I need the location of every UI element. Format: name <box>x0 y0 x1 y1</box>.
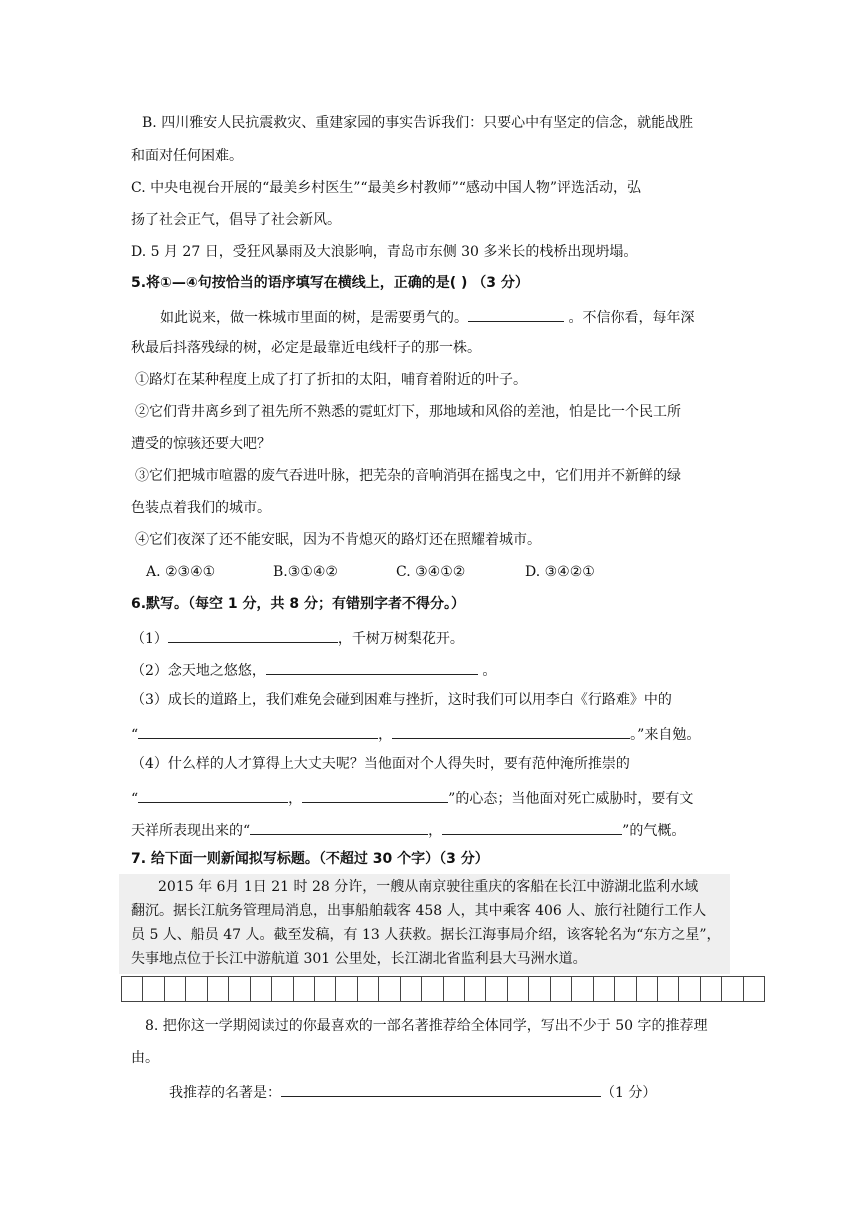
grid-cell[interactable] <box>358 977 379 1001</box>
grid-cell[interactable] <box>379 977 400 1001</box>
q6-item-4-line1: （4）什么样的人才算得上大丈夫呢？当他面对个人得失时，要有范仲淹所推崇的 <box>131 756 630 772</box>
q5-option-a[interactable]: A. ②③④① <box>146 564 216 580</box>
q4-option-c-line2: 扬了社会正气，倡导了社会新风。 <box>131 212 341 228</box>
grid-cell[interactable] <box>229 977 250 1001</box>
grid-cell[interactable] <box>744 977 765 1001</box>
q6-item-3-comma: ， <box>378 727 393 743</box>
title-answer-grid[interactable] <box>121 976 765 1002</box>
grid-cell[interactable] <box>465 977 486 1001</box>
q6-item-3-line2 <box>131 722 700 745</box>
q5-option-b[interactable]: B.③①④② <box>273 564 338 580</box>
news-line-1: 2015 年 6月 1日 21 时 28 分许，一艘从南京驶往重庆的客船在长江中游湖北监利水域 <box>158 879 699 895</box>
grid-cell[interactable] <box>315 977 336 1001</box>
q4-option-d: D. 5 月 27 日，受狂风暴雨及大浪影响，青岛市东侧 30 多米长的栈桥出现坍塌。 <box>131 244 638 260</box>
q5-sentence-2-line1: ②它们背井离乡到了祖先所不熟悉的霓虹灯下，那地域和风俗的差池，怕是比一个民工所 <box>135 404 681 420</box>
q6-item-1 <box>131 626 464 649</box>
q5-paragraph-after: 。不信你看，每年深 <box>564 310 695 326</box>
q8-line2: 由。 <box>131 1050 159 1066</box>
grid-cell[interactable] <box>272 977 293 1001</box>
q5-paragraph-line2: 秋最后抖落残绿的树，必定是最靠近电线杆子的那一株。 <box>131 340 481 356</box>
q6-blank-1[interactable] <box>168 626 338 643</box>
q6-blank-4c[interactable] <box>250 818 428 835</box>
q6-item-4-comma: ， <box>288 791 303 807</box>
q8-recommend-score: （1 分） <box>601 1085 657 1101</box>
q6-blank-3b[interactable] <box>392 722 630 739</box>
q6-item-3-open-quote: “ <box>131 727 139 743</box>
q4-option-b-line2: 和面对任何困难。 <box>131 148 243 164</box>
grid-cell[interactable] <box>165 977 186 1001</box>
q6-item-2-end: 。 <box>477 663 497 679</box>
q6-blank-4b[interactable] <box>302 786 448 803</box>
grid-cell[interactable] <box>658 977 679 1001</box>
grid-cell[interactable] <box>336 977 357 1001</box>
grid-cell[interactable] <box>422 977 443 1001</box>
q6-item-2 <box>131 658 496 681</box>
q6-item-4-line3-comma: ， <box>428 823 443 839</box>
q6-item-1-text: ，千树万树梨花开。 <box>337 631 464 647</box>
q8-recommend-label: 我推荐的名著是： <box>169 1085 281 1101</box>
q6-blank-4d[interactable] <box>442 818 622 835</box>
grid-cell[interactable] <box>508 977 529 1001</box>
q8-line1: 8. 把你这一学期阅读过的你最喜欢的一部名著推荐给全体同学，写出不少于 50 字的推荐理 <box>145 1018 708 1034</box>
grid-cell[interactable] <box>486 977 507 1001</box>
grid-cell[interactable] <box>294 977 315 1001</box>
grid-cell[interactable] <box>637 977 658 1001</box>
grid-cell[interactable] <box>208 977 229 1001</box>
grid-cell[interactable] <box>401 977 422 1001</box>
q6-item-4-line3 <box>131 818 685 841</box>
grid-cell[interactable] <box>701 977 722 1001</box>
q6-item-4-line3-end: ”的气概。 <box>622 823 686 839</box>
q6-blank-2[interactable] <box>266 658 478 675</box>
q6-item-4-line2 <box>131 786 693 809</box>
grid-cell[interactable] <box>251 977 272 1001</box>
news-line-4: 失事地点位于长江中游航道 301 公里处，长江湖北省监利县大马洲水道。 <box>131 951 587 967</box>
grid-cell[interactable] <box>572 977 593 1001</box>
grid-cell[interactable] <box>679 977 700 1001</box>
grid-cell[interactable] <box>186 977 207 1001</box>
q6-item-3-end: 。”来自勉。 <box>630 727 701 743</box>
q5-sentence-3-line1: ③它们把城市喧嚣的废气吞进叶脉，把芜杂的音响消弭在摇曳之中，它们用并不新鲜的绿 <box>135 468 681 484</box>
q5-option-d[interactable]: D. ③④②① <box>525 564 595 580</box>
q5-option-c[interactable]: C. ③④①② <box>396 564 466 580</box>
q4-option-b-line1: B. 四川雅安人民抗震救灾、重建家园的事实告诉我们：只要心中有坚定的信念，就能战胜 <box>142 115 694 131</box>
q4-option-c-line1: C. 中央电视台开展的“最美乡村医生”“最美乡村教师”“感动中国人物”评选活动，弘 <box>131 180 642 196</box>
q5-sentence-4: ④它们夜深了还不能安眠，因为不肯熄灭的路灯还在照耀着城市。 <box>135 532 541 548</box>
q6-blank-4a[interactable] <box>138 786 288 803</box>
q6-heading: 6.默写。（每空 1 分，共 8 分；有错别字者不得分。） <box>131 596 466 612</box>
q8-book-blank[interactable] <box>281 1080 601 1097</box>
grid-cell[interactable] <box>615 977 636 1001</box>
q6-item-3-line1: （3）成长的道路上，我们难免会碰到困难与挫折，这时我们可以用李白《行路难》中的 <box>131 692 672 708</box>
grid-cell[interactable] <box>551 977 572 1001</box>
q6-item-4-open-quote: “ <box>131 791 139 807</box>
q7-heading: 7. 给下面一则新闻拟写标题。（不超过 30 个字）（3 分） <box>131 851 489 867</box>
news-line-2: 翻沉。据长江航务管理局消息，出事船舶载客 458 人，其中乘客 406 人、旅行社随行工作人 <box>131 903 707 919</box>
q6-item-4-mid: ”的心态；当他面对死亡威胁时，要有文 <box>448 791 694 807</box>
grid-cell[interactable] <box>594 977 615 1001</box>
q5-paragraph-before: 如此说来，做一株城市里面的树，是需要勇气的。 <box>160 310 468 326</box>
q5-sentence-1: ①路灯在某种程度上成了打了折扣的太阳，哺育着附近的叶子。 <box>135 372 527 388</box>
q6-blank-3a[interactable] <box>138 722 378 739</box>
grid-cell[interactable] <box>529 977 550 1001</box>
grid-cell[interactable] <box>444 977 465 1001</box>
q6-item-1-number: （1） <box>131 631 168 647</box>
q5-heading: 5.将①—④句按恰当的语序填写在横线上，正确的是( ) （3 分） <box>131 275 529 291</box>
q5-sentence-3-line2: 色装点着我们的城市。 <box>131 500 271 516</box>
q5-sentence-2-line2: 遭受的惊骇还要大吧？ <box>131 436 271 452</box>
grid-cell[interactable] <box>722 977 743 1001</box>
news-line-3: 员 5 人、船员 47 人。截至发稿，有 13 人获救。据长江海事局介绍，该客轮名为“东方之星”， <box>131 927 721 943</box>
grid-cell[interactable] <box>143 977 164 1001</box>
q5-paragraph-line1 <box>160 305 694 328</box>
q5-answer-blank[interactable] <box>468 305 564 322</box>
grid-cell[interactable] <box>122 977 143 1001</box>
q8-recommend-line <box>169 1080 656 1103</box>
q6-item-4-line3-text: 天祥所表现出来的“ <box>131 823 251 839</box>
q6-item-2-text: （2）念天地之悠悠， <box>131 663 266 679</box>
